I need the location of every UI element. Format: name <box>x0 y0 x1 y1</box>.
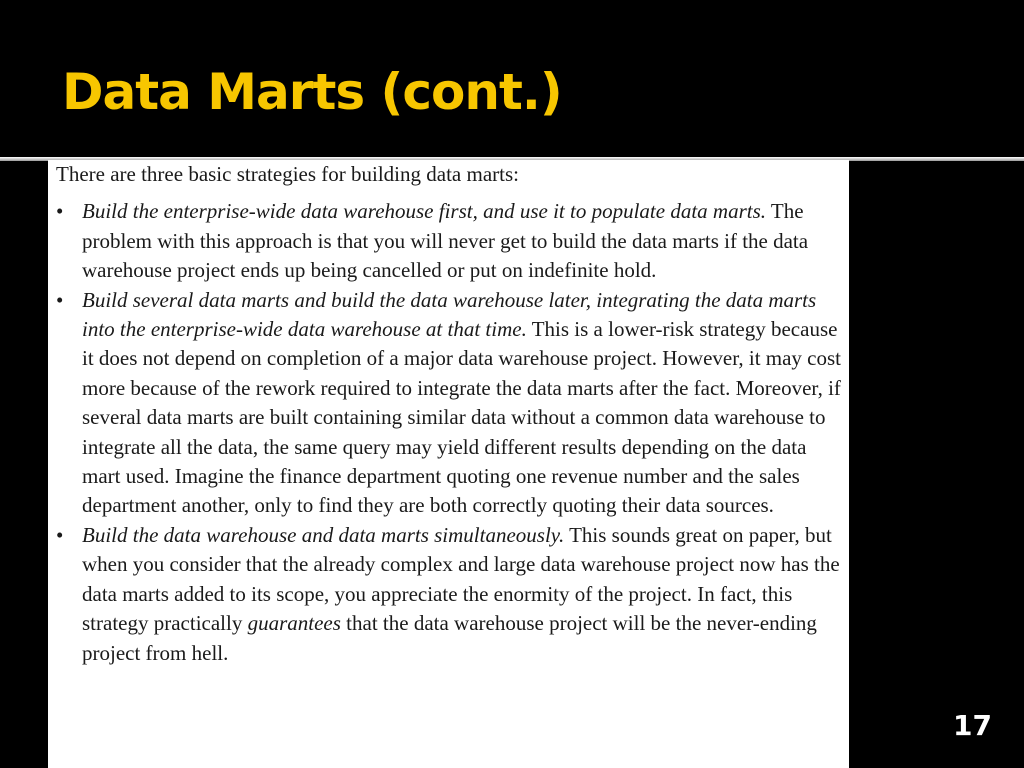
strategy-text <box>82 197 846 285</box>
strategy-text <box>82 521 846 668</box>
slide-title: Data Marts (cont.) <box>62 63 562 121</box>
strategy-body: This is a lower-risk strategy because it does not depend on completion of a major data warehouse project. However, it may cost more because of the rework required to integrate the data marts after the fact. Moreover, if several data marts are built containing similar data without a common data warehouse to integrate all the data, the same query may yield different results depending on the data mart used. Imagine the finance department quoting one revenue number and the sales department another, only to find they are both correctly quoting their data sources. <box>82 317 842 518</box>
scanned-document <box>48 160 849 768</box>
bullet-icon: • <box>56 199 64 224</box>
strategy-heading: Build the enterprise-wide data warehouse first, and use it to populate data marts. <box>82 199 767 224</box>
strategy-body: The problem with this approach is that you will never get to build the data marts if the data warehouse project ends up being cancelled or put on indefinite hold. <box>82 199 809 283</box>
strategy-emphasis: guarantees <box>247 611 341 636</box>
bullet-icon: • <box>56 287 64 312</box>
strategy-tail: that the data warehouse project will be the never-ending project from hell. <box>82 611 817 665</box>
strategy-heading: Build the data warehouse and data marts simultaneously. <box>82 522 565 547</box>
strategy-heading: Build several data marts and build the data warehouse later, integrating the data marts into the enterprise-wide data warehouse at that time. <box>82 287 817 342</box>
strategy-item <box>56 521 846 668</box>
page-number: 17 <box>953 709 992 742</box>
strategy-item <box>56 286 846 521</box>
document-text <box>56 160 846 668</box>
strategy-list <box>56 197 846 668</box>
intro-text: There are three basic strategies for building data marts: <box>56 162 519 186</box>
strategy-body: This sounds great on paper, but when you consider that the already complex and large data warehouse project now has the data marts added to its scope, you appreciate the enormity of the project. In fact, this strategy practically <box>82 522 840 636</box>
bullet-icon: • <box>56 522 64 547</box>
strategy-item <box>56 197 846 285</box>
strategy-text <box>82 286 846 521</box>
